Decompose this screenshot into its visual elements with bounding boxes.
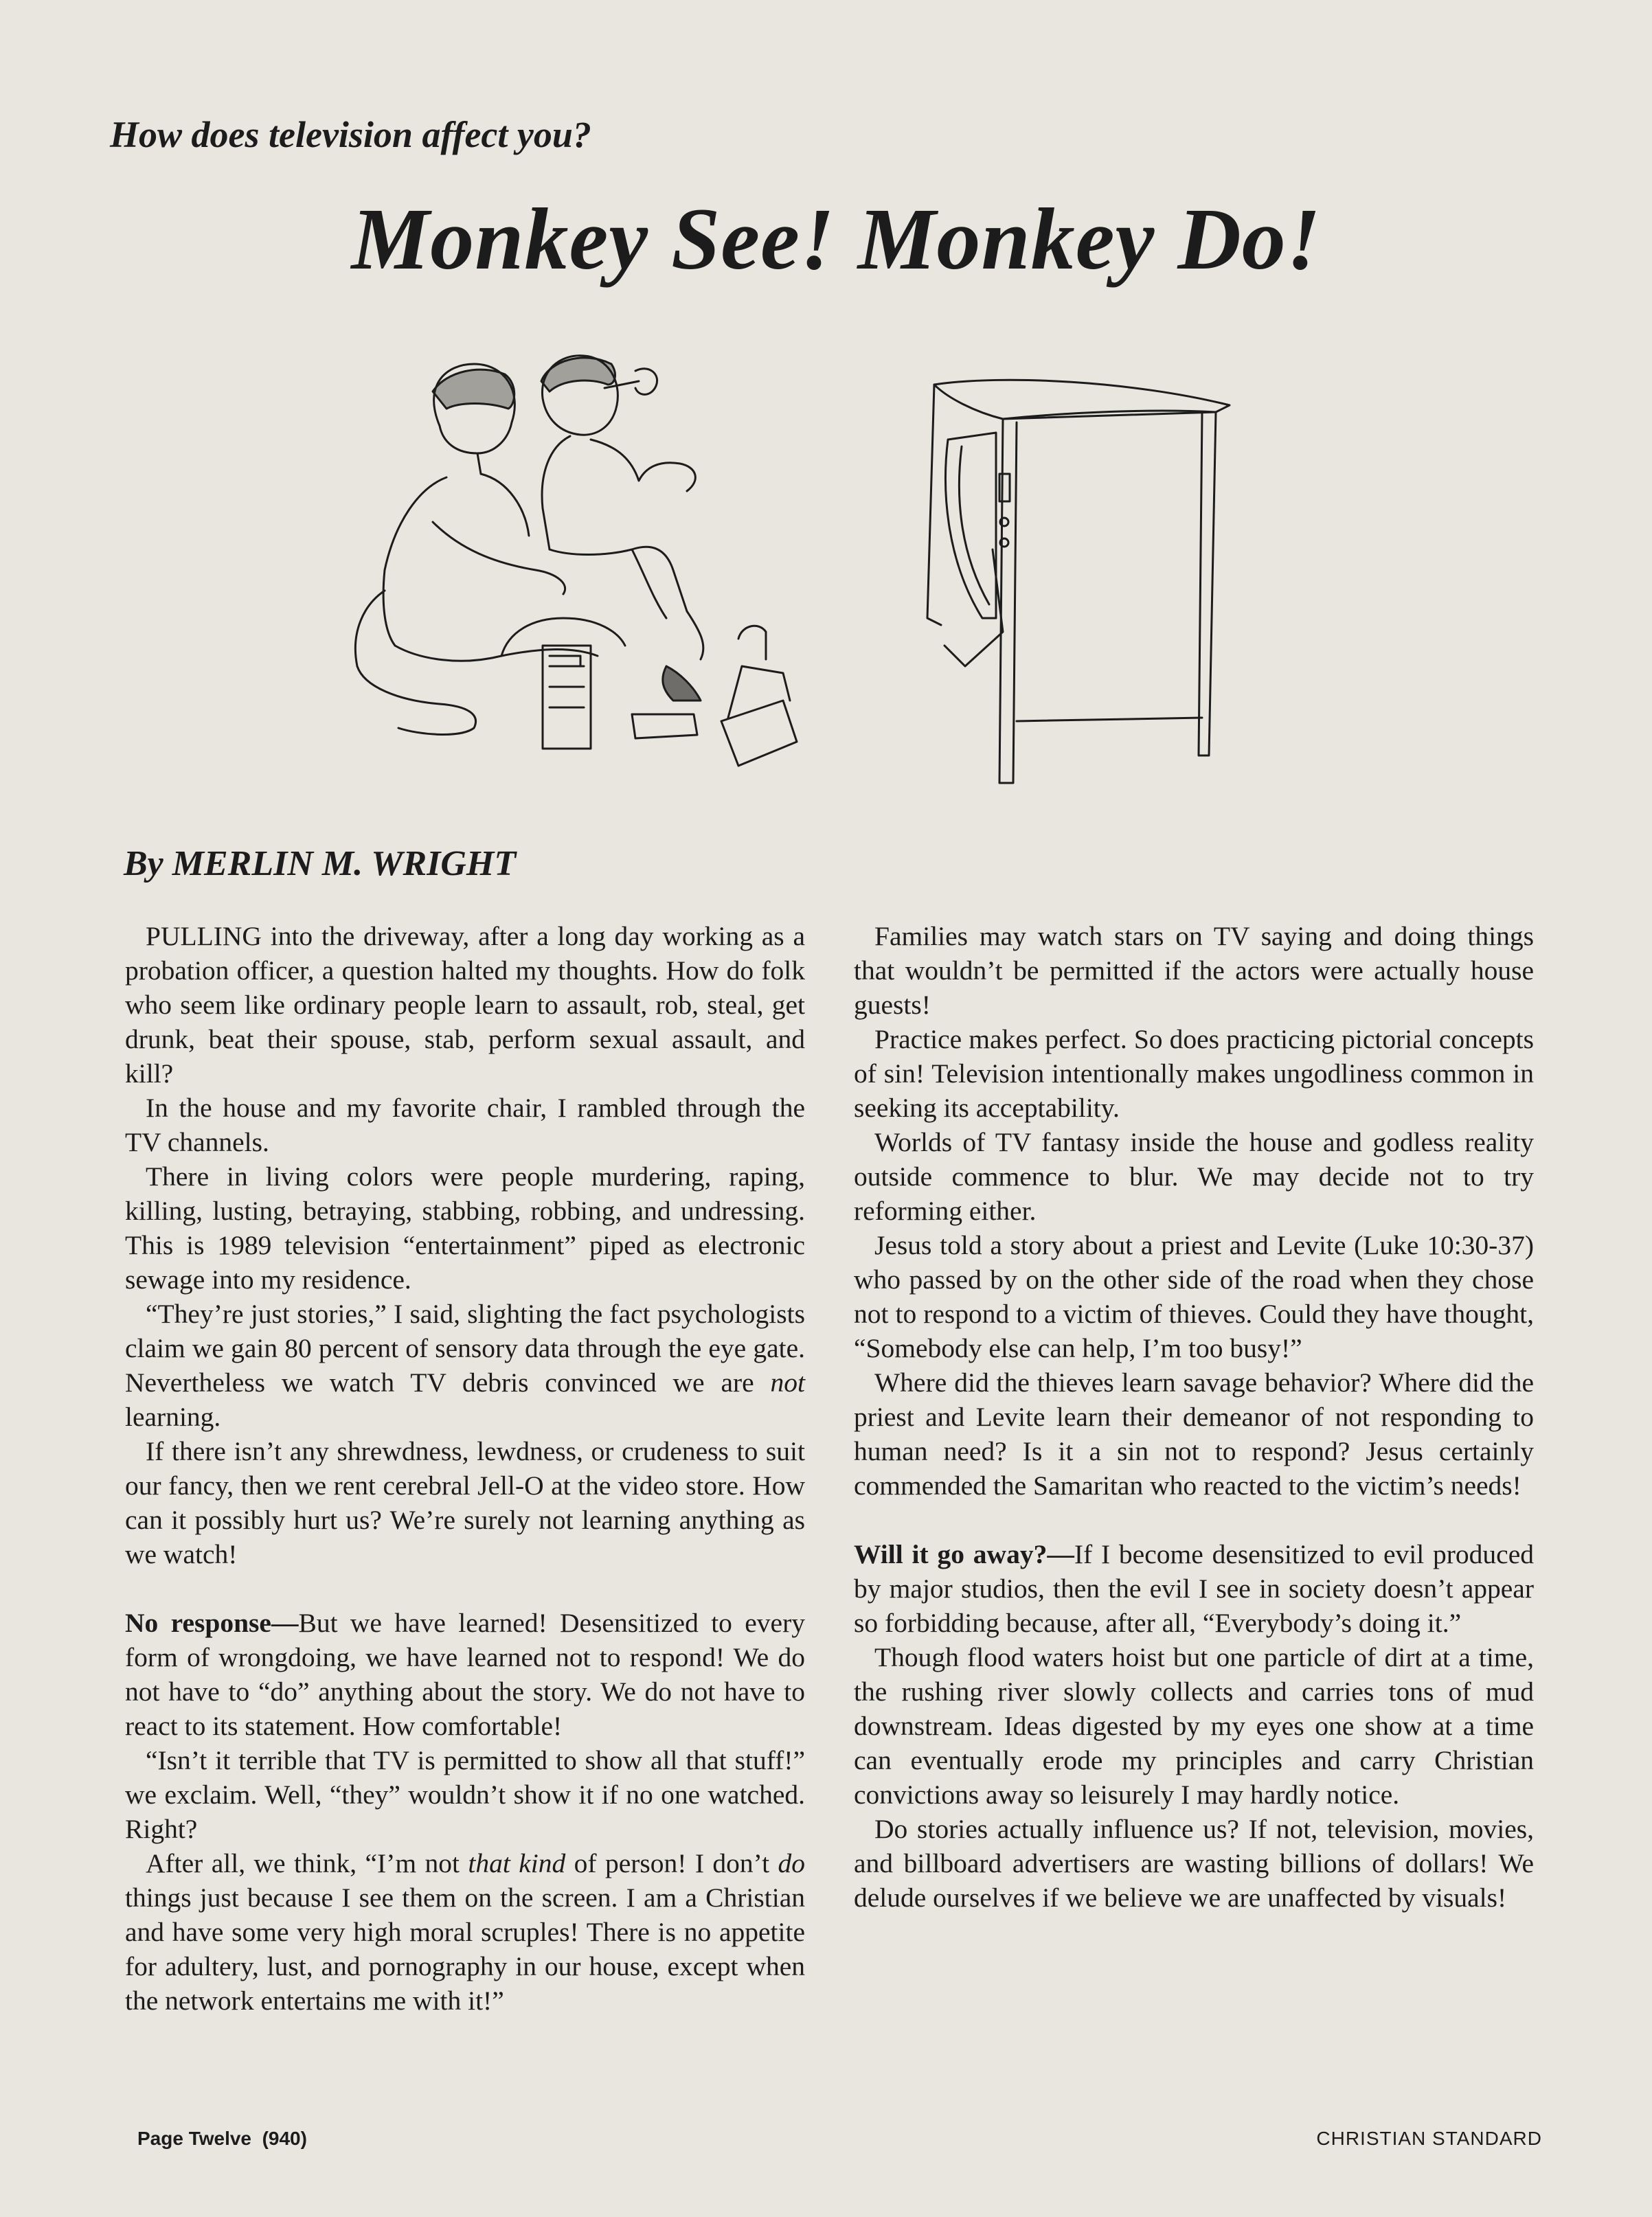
page-number-value: (940) bbox=[262, 2128, 307, 2149]
subsection-paragraph bbox=[125, 1606, 805, 1743]
paragraph: In the house and my favorite chair, I rambled through the TV channels. bbox=[125, 1093, 805, 1157]
paragraph-text: things just because I see them on the screen. I am a Christian and have some very high moral scruples! There is no appetite for adultery, lust, and pornography in our house, except when the network entertains me with it!” bbox=[125, 1883, 805, 2016]
paragraph: Do stories actually influence us? If not, television, movies, and billboard advertisers are wasting billions of dollars! We delude ourselves if we believe we are unaffected by visuals! bbox=[854, 1814, 1534, 1913]
page-label: Page Twelve bbox=[137, 2128, 252, 2149]
paragraph-text: If I become desensitized to evil produced by major studios, then the evil I see in society doesn’t appear so forbidding because, after all, “Everybody’s doing it.” bbox=[854, 1539, 1534, 1638]
emphasis: not bbox=[770, 1367, 805, 1398]
publication-name: CHRISTIAN STANDARD bbox=[1316, 2128, 1542, 2149]
subheading: Will it go away?— bbox=[854, 1539, 1074, 1569]
paragraph bbox=[125, 1297, 805, 1434]
article-column-right bbox=[854, 919, 1534, 1915]
article-column-left bbox=[125, 919, 805, 2018]
paragraph: If there isn’t any shrewdness, lewdness, or crudeness to suit our fancy, then we rent cerebral Jell-O at the video store. How can it possibly hurt us? We’re surely not learning anything as we watch! bbox=[125, 1436, 805, 1569]
emphasis: do bbox=[778, 1848, 805, 1878]
television-icon bbox=[927, 380, 1230, 783]
tv-illustration bbox=[343, 343, 1319, 810]
paragraph: Worlds of TV fantasy inside the house and godless reality outside commence to blur. We may decide not to try reforming either. bbox=[854, 1127, 1534, 1226]
byline: By MERLIN M. WRIGHT bbox=[124, 844, 517, 883]
subsection-paragraph bbox=[854, 1537, 1534, 1640]
subheading: No response— bbox=[125, 1608, 299, 1638]
paragraph: PULLING into the driveway, after a long day working as a probation officer, a question halted my thoughts. How do folk who seem like ordinary people learn to assault, rob, steal, get drunk, beat their spouse, stab, perform sexual assault, and kill? bbox=[125, 921, 805, 1089]
paragraph-text: After all, we think, “I’m not bbox=[146, 1848, 468, 1878]
article-title: Monkey See! Monkey Do! bbox=[351, 190, 1322, 288]
child-icon bbox=[355, 364, 625, 734]
paragraph bbox=[125, 1846, 805, 2018]
paragraph: Where did the thieves learn savage behavior? Where did the priest and Levite learn their demeanor of not responding to human need? Is it a sin not to respond? Jesus certainly commended the Samaritan who reacted to the victim’s needs! bbox=[854, 1367, 1534, 1501]
paragraph: Jesus told a story about a priest and Levite (Luke 10:30-37) who passed by on the other side of the road when they chose not to respond to a victim of thieves. Could they have thought, “Somebody else can help, I’m too busy!” bbox=[854, 1230, 1534, 1363]
paragraph: There in living colors were people murdering, raping, killing, lusting, betraying, stabbing, robbing, and undressing. This is 1989 television “entertainment” piped as electronic sewage into my residence. bbox=[125, 1161, 805, 1295]
paragraph: Practice makes perfect. So does practicing pictorial concepts of sin! Television intentionally makes ungodliness common in seeking its acceptability. bbox=[854, 1024, 1534, 1123]
paragraph: “Isn’t it terrible that TV is permitted to show all that stuff!” we exclaim. Well, “they” wouldn’t show it if no one watched. Right? bbox=[125, 1745, 805, 1844]
paragraph-text: But we have learned! Desensitized to every form of wrongdoing, we have learned not to respond! We do not have to “do” anything about the story. We do not have to react to its statement. How comfortable! bbox=[125, 1608, 805, 1741]
paragraph: Families may watch stars on TV saying and doing things that wouldn’t be permitted if the actors were actually house guests! bbox=[854, 921, 1534, 1020]
emphasis: that kind bbox=[468, 1848, 566, 1878]
paragraph-text: “They’re just stories,” I said, slighting the fact psychologists claim we gain 80 percent of sensory data through the eye gate. Nevertheless we watch TV debris convinced we are bbox=[125, 1299, 805, 1398]
paragraph-text: learning. bbox=[125, 1402, 221, 1432]
article-kicker: How does television affect you? bbox=[110, 114, 591, 155]
paragraph-text: of person! I don’t bbox=[565, 1848, 778, 1878]
paragraph: Though flood waters hoist but one particle of dirt at a time, the rushing river slowly collects and carries tons of mud downstream. Ideas digested by my eyes one show at a time can eventually erode my principles and carry Christian convictions away so leisurely I may hardly notice. bbox=[854, 1642, 1534, 1810]
page-number bbox=[137, 2128, 307, 2150]
